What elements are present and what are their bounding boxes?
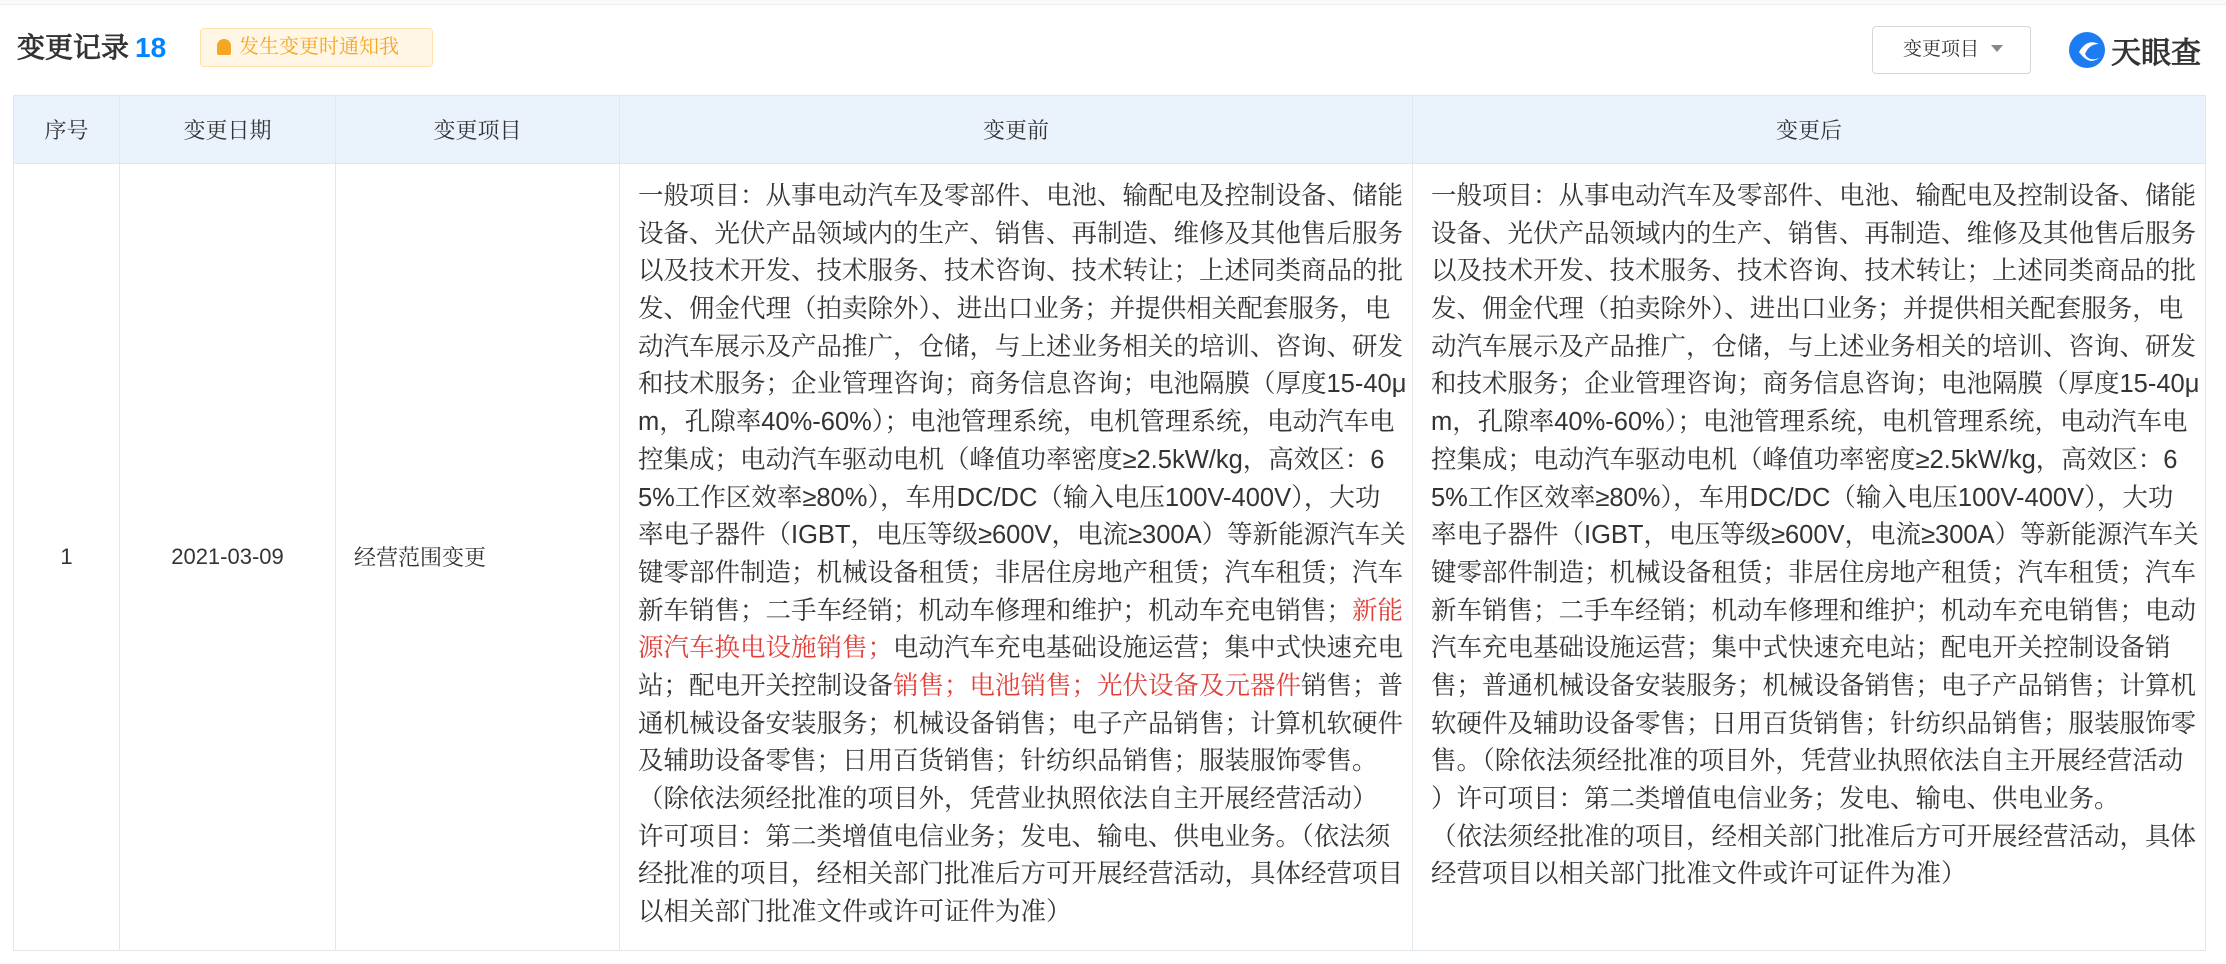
text-line — [638, 894, 1412, 932]
text-line — [638, 555, 1412, 593]
text-line — [1431, 329, 2205, 367]
highlighted-change: 源汽车换电设施销售； — [638, 634, 894, 663]
text-segment: 控集成；电动汽车驱动电机（峰值功率密度≥2.5kW/kg，高效区：6 — [1431, 445, 2178, 474]
title-text: 变更记录 — [17, 32, 130, 63]
text-line — [1431, 442, 2205, 480]
row-item: 经营范围变更 — [336, 164, 620, 951]
row-index: 1 — [14, 164, 120, 951]
text-line — [638, 216, 1412, 254]
text-segment: 售；普通机械设备安装服务；机械设备销售；电子产品销售；计算机 — [1431, 671, 2197, 700]
caret-down-icon — [1991, 45, 2003, 52]
text-line — [638, 819, 1412, 857]
text-segment: 通机械设备安装服务；机械设备销售；电子产品销售；计算机软硬件 — [638, 709, 1404, 738]
text-segment: 一般项目：从事电动汽车及零部件、电池、输配电及控制设备、储能 — [638, 182, 1404, 210]
tianyancha-logo — [2067, 30, 2201, 70]
col-item: 变更项目 — [336, 96, 620, 164]
col-date: 变更日期 — [120, 96, 336, 164]
text-line — [638, 253, 1412, 291]
text-segment: 售。（除依法须经批准的项目外，凭营业执照依法自主开展经营活动 — [1431, 747, 2184, 776]
text-segment: 以及技术开发、技术服务、技术咨询、技术转让；上述同类商品的批 — [638, 257, 1404, 286]
text-line — [1431, 253, 2205, 291]
text-segment: 键零部件制造；机械设备租赁；非居住房地产租赁；汽车租赁；汽车 — [638, 558, 1404, 587]
highlighted-change: 销售；电池销售；光伏设备及元器件 — [893, 671, 1302, 700]
text-line — [1431, 517, 2205, 555]
table-row — [14, 164, 2206, 951]
text-line — [1431, 668, 2205, 706]
text-segment: 动汽车展示及产品推广，仓储，与上述业务相关的培训、咨询、研发 — [1431, 332, 2197, 361]
text-line — [638, 291, 1412, 329]
text-segment: 一般项目：从事电动汽车及零部件、电池、输配电及控制设备、储能 — [1431, 182, 2197, 210]
col-after: 变更后 — [1413, 96, 2206, 164]
text-line — [1431, 743, 2205, 781]
text-segment: 发、佣金代理（拍卖除外）、进出口业务；并提供相关配套服务，电 — [1431, 295, 2184, 324]
row-date: 2021-03-09 — [120, 164, 336, 951]
text-line — [638, 781, 1412, 819]
text-line — [638, 856, 1412, 894]
text-segment: 新车销售；二手车经销；机动车修理和维护；机动车充电销售； — [638, 596, 1353, 625]
logo-text: 天眼查 — [2111, 37, 2201, 70]
text-segment: 及辅助设备零售；日用百货销售；针纺织品销售；服装服饰零售。 — [638, 747, 1378, 776]
table-header-row — [14, 96, 2206, 164]
text-line — [1431, 706, 2205, 744]
bell-icon — [217, 39, 231, 55]
logo-eye-icon — [2067, 30, 2107, 70]
text-line — [1431, 555, 2205, 593]
text-segment: 率电子器件（IGBT，电压等级≥600V，电流≥300A）等新能源汽车关 — [638, 521, 1406, 550]
top-divider — [0, 0, 2226, 5]
text-segment: 率电子器件（IGBT，电压等级≥600V，电流≥300A）等新能源汽车关 — [1431, 521, 2199, 550]
text-segment: 站；配电开关控制设备 — [638, 671, 894, 700]
text-segment: 以及技术开发、技术服务、技术咨询、技术转让；上述同类商品的批 — [1431, 257, 2197, 286]
col-index: 序号 — [14, 96, 120, 164]
text-line — [1431, 856, 2205, 894]
text-segment: 5%工作区效率≥80%），车用DC/DC（输入电压100V-400V），大功 — [638, 483, 1381, 512]
text-segment: 设备、光伏产品领域内的生产、销售、再制造、维修及其他售后服务 — [638, 219, 1404, 248]
highlighted-change: 新能 — [1352, 596, 1404, 625]
text-segment: （除依法须经批准的项目外，凭营业执照依法自主开展经营活动） — [638, 785, 1378, 813]
text-segment: 发、佣金代理（拍卖除外）、进出口业务；并提供相关配套服务，电 — [638, 295, 1391, 324]
text-segment: 许可项目：第二类增值电信业务；发电、输电、供电业务。（依法须 — [638, 822, 1391, 851]
notify-label: 发生变更时通知我 — [239, 36, 399, 58]
text-segment: 经营项目以相关部门批准文件或许可证件为准） — [1431, 860, 1967, 889]
text-segment: 控集成；电动汽车驱动电机（峰值功率密度≥2.5kW/kg，高效区：6 — [638, 445, 1385, 474]
notify-button[interactable] — [200, 28, 433, 67]
text-segment: 汽车充电基础设施运营；集中式快速充电站；配电开关控制设备销 — [1431, 634, 2171, 663]
row-before — [620, 164, 1413, 951]
text-line — [638, 442, 1412, 480]
text-segment: 动汽车展示及产品推广，仓储，与上述业务相关的培训、咨询、研发 — [638, 332, 1404, 361]
text-line — [638, 329, 1412, 367]
text-segment: 5%工作区效率≥80%），车用DC/DC（输入电压100V-400V），大功 — [1431, 483, 2174, 512]
text-line — [638, 480, 1412, 518]
text-segment: 电动汽车充电基础设施运营；集中式快速充电 — [893, 634, 1404, 663]
col-before: 变更前 — [620, 96, 1413, 164]
filter-label: 变更项目 — [1903, 39, 1980, 60]
change-item-filter[interactable] — [1872, 26, 2031, 74]
text-line — [638, 668, 1412, 706]
record-count: 18 — [135, 32, 167, 63]
text-segment: m，孔隙率40%-60%）；电池管理系统，电机管理系统，电动汽车电 — [638, 408, 1395, 437]
text-line — [638, 743, 1412, 781]
text-line — [1431, 781, 2205, 819]
text-line — [638, 404, 1412, 442]
text-line — [1431, 819, 2205, 857]
text-segment: 键零部件制造；机械设备租赁；非居住房地产租赁；汽车租赁；汽车 — [1431, 558, 2197, 587]
change-record-table — [13, 95, 2206, 951]
text-segment: 和技术服务；企业管理咨询；商务信息咨询；电池隔膜（厚度15-40μ — [1431, 370, 2200, 399]
section-title — [17, 28, 166, 68]
text-segment: 销售；普 — [1301, 671, 1404, 700]
text-line — [638, 630, 1412, 668]
text-segment: 新车销售；二手车经销；机动车修理和维护；机动车充电销售；电动 — [1431, 596, 2197, 625]
text-segment: 和技术服务；企业管理咨询；商务信息咨询；电池隔膜（厚度15-40μ — [638, 370, 1407, 399]
text-line — [638, 178, 1412, 216]
text-segment: 软硬件及辅助设备零售；日用百货销售；针纺织品销售；服装服饰零 — [1431, 709, 2197, 738]
text-line — [1431, 593, 2205, 631]
text-line — [638, 593, 1412, 631]
text-segment: 设备、光伏产品领域内的生产、销售、再制造、维修及其他售后服务 — [1431, 219, 2197, 248]
text-line — [1431, 366, 2205, 404]
text-line — [1431, 404, 2205, 442]
text-line — [1431, 216, 2205, 254]
text-line — [1431, 291, 2205, 329]
text-segment: ）许可项目：第二类增值电信业务；发电、输电、供电业务。 — [1431, 785, 2120, 813]
text-segment: 以相关部门批准文件或许可证件为准） — [638, 898, 1072, 927]
text-line — [1431, 630, 2205, 668]
text-segment: m，孔隙率40%-60%）；电池管理系统，电机管理系统，电动汽车电 — [1431, 408, 2188, 437]
text-line — [638, 366, 1412, 404]
text-segment: （依法须经批准的项目，经相关部门批准后方可开展经营活动，具体 — [1431, 822, 2197, 851]
text-line — [1431, 178, 2205, 216]
text-segment: 经批准的项目，经相关部门批准后方可开展经营活动，具体经营项目 — [638, 860, 1404, 889]
row-after — [1413, 164, 2206, 951]
text-line — [1431, 480, 2205, 518]
text-line — [638, 706, 1412, 744]
text-line — [638, 517, 1412, 555]
